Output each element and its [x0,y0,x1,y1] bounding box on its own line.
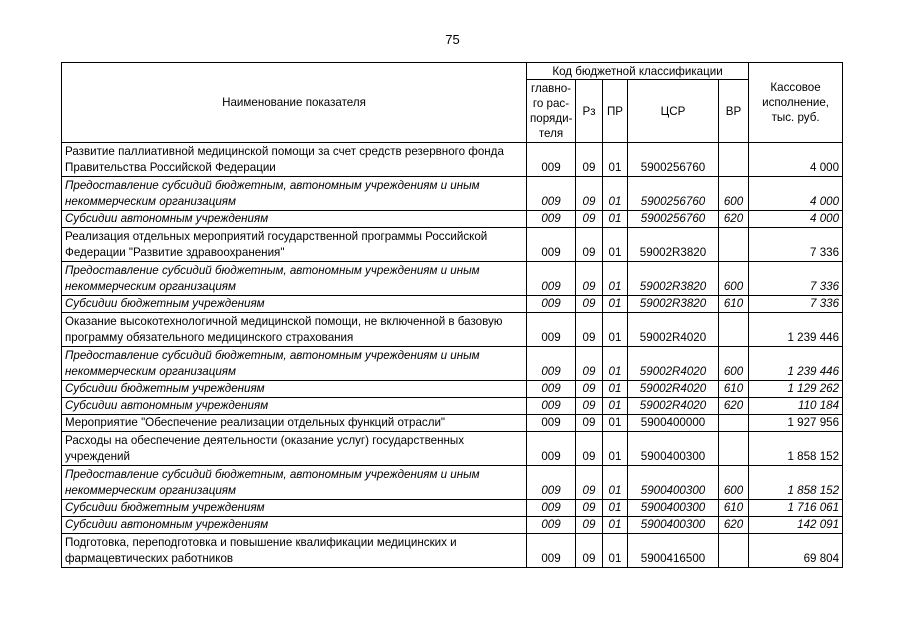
table-row [62,262,843,296]
cell-rz: 09 [576,143,603,177]
cell-csr: 59002R4020 [628,347,719,381]
cell-vr: 620 [719,398,749,415]
cell-pr: 01 [603,211,628,228]
header-grbs-line: главно- [530,82,572,95]
cell-csr: 5900400300 [628,517,719,534]
cell-sum: 1 716 061 [749,500,843,517]
cell-csr: 5900400300 [628,500,719,517]
cell-sum: 1 239 446 [749,347,843,381]
cell-grbs: 009 [527,211,576,228]
cell-vr: 600 [719,177,749,211]
cell-grbs: 009 [527,347,576,381]
header-grbs-line: го рас- [532,97,570,110]
header-name: Наименование показателя [62,63,527,143]
table-body [62,143,843,568]
table-row [62,143,843,177]
cell-csr: 59002R4020 [628,398,719,415]
cell-rz: 09 [576,347,603,381]
header-rz: Рз [576,80,603,143]
header-sum-line: Кассовое [770,81,821,94]
cell-rz: 09 [576,313,603,347]
cell-grbs: 009 [527,534,576,568]
table-row [62,313,843,347]
table-row [62,432,843,466]
cell-csr: 5900400000 [628,415,719,432]
table-row [62,228,843,262]
header-csr: ЦСР [628,80,719,143]
cell-vr: 610 [719,381,749,398]
header-sum [749,63,843,143]
cell-rz: 09 [576,228,603,262]
cell-rz: 09 [576,262,603,296]
cell-csr: 5900256760 [628,177,719,211]
cell-sum: 1 239 446 [749,313,843,347]
cell-vr [719,313,749,347]
cell-grbs: 009 [527,262,576,296]
cell-csr: 59002R4020 [628,313,719,347]
cell-vr: 620 [719,517,749,534]
cell-grbs: 009 [527,398,576,415]
cell-sum: 1 927 956 [749,415,843,432]
header-grbs-line: теля [538,127,564,140]
table-row [62,500,843,517]
cell-pr: 01 [603,534,628,568]
cell-pr: 01 [603,432,628,466]
cell-name: Предоставление субсидий бюджетным, автономным учреждениям и иным некоммерческим организациям [62,262,527,296]
cell-pr: 01 [603,466,628,500]
cell-grbs: 009 [527,313,576,347]
header-sum-line: тыс. руб. [771,111,820,124]
cell-vr [719,415,749,432]
cell-csr: 59002R4020 [628,381,719,398]
cell-name: Подготовка, переподготовка и повышение квалификации медицинских и фармацевтических работников [62,534,527,568]
cell-rz: 09 [576,296,603,313]
cell-rz: 09 [576,534,603,568]
cell-vr: 610 [719,500,749,517]
cell-grbs: 009 [527,466,576,500]
cell-sum: 1 858 152 [749,466,843,500]
cell-csr: 5900400300 [628,432,719,466]
cell-name: Субсидии автономным учреждениям [62,517,527,534]
cell-pr: 01 [603,347,628,381]
cell-sum: 7 336 [749,262,843,296]
cell-name: Оказание высокотехнологичной медицинской помощи, не включенной в базовую программу обязательного медицинского страхования [62,313,527,347]
page-number: 75 [445,32,460,47]
table-row [62,466,843,500]
header-kbk-group: Код бюджетной классификации [527,63,749,80]
cell-name: Расходы на обеспечение деятельности (оказание услуг) государственных учреждений [62,432,527,466]
table-row [62,534,843,568]
cell-rz: 09 [576,177,603,211]
table-row [62,517,843,534]
header-grbs-line: поряди- [530,112,573,125]
table-row [62,211,843,228]
cell-pr: 01 [603,517,628,534]
cell-pr: 01 [603,313,628,347]
cell-csr: 59002R3820 [628,262,719,296]
cell-name: Субсидии бюджетным учреждениям [62,296,527,313]
cell-rz: 09 [576,517,603,534]
cell-name: Субсидии бюджетным учреждениям [62,381,527,398]
cell-csr: 5900256760 [628,211,719,228]
cell-pr: 01 [603,500,628,517]
cell-sum: 4 000 [749,211,843,228]
cell-pr: 01 [603,381,628,398]
cell-grbs: 009 [527,517,576,534]
cell-rz: 09 [576,500,603,517]
header-grbs [527,80,576,143]
cell-vr [719,432,749,466]
cell-csr: 59002R3820 [628,228,719,262]
cell-vr: 620 [719,211,749,228]
cell-rz: 09 [576,466,603,500]
cell-csr: 59002R3820 [628,296,719,313]
cell-grbs: 009 [527,143,576,177]
cell-csr: 5900416500 [628,534,719,568]
cell-vr [719,228,749,262]
table-row [62,296,843,313]
cell-vr: 600 [719,466,749,500]
cell-sum: 4 000 [749,177,843,211]
table-row [62,347,843,381]
cell-csr: 5900400300 [628,466,719,500]
cell-pr: 01 [603,262,628,296]
cell-sum: 110 184 [749,398,843,415]
cell-rz: 09 [576,398,603,415]
cell-grbs: 009 [527,177,576,211]
cell-grbs: 009 [527,296,576,313]
cell-sum: 7 336 [749,228,843,262]
cell-rz: 09 [576,211,603,228]
header-vr: ВР [719,80,749,143]
cell-name: Предоставление субсидий бюджетным, автономным учреждениям и иным некоммерческим организациям [62,177,527,211]
cell-sum: 142 091 [749,517,843,534]
cell-name: Предоставление субсидий бюджетным, автономным учреждениям и иным некоммерческим организациям [62,347,527,381]
cell-rz: 09 [576,415,603,432]
cell-grbs: 009 [527,381,576,398]
cell-name: Реализация отдельных мероприятий государственной программы Российской Федерации "Развитие здравоохранения" [62,228,527,262]
cell-pr: 01 [603,398,628,415]
cell-sum: 1 858 152 [749,432,843,466]
cell-name: Субсидии бюджетным учреждениям [62,500,527,517]
cell-vr: 610 [719,296,749,313]
cell-name: Развитие паллиативной медицинской помощи за счет средств резервного фонда Правительства Российской Федерации [62,143,527,177]
cell-name: Мероприятие "Обеспечение реализации отдельных функций отрасли" [62,415,527,432]
cell-rz: 09 [576,432,603,466]
cell-vr [719,143,749,177]
cell-pr: 01 [603,228,628,262]
cell-pr: 01 [603,415,628,432]
cell-vr: 600 [719,262,749,296]
header-pr: ПР [603,80,628,143]
cell-sum: 69 804 [749,534,843,568]
cell-grbs: 009 [527,228,576,262]
cell-grbs: 009 [527,432,576,466]
cell-name: Предоставление субсидий бюджетным, автономным учреждениям и иным некоммерческим организациям [62,466,527,500]
cell-csr: 5900256760 [628,143,719,177]
table-row [62,398,843,415]
cell-sum: 4 000 [749,143,843,177]
cell-pr: 01 [603,143,628,177]
table-row [62,177,843,211]
cell-vr: 600 [719,347,749,381]
budget-table [61,62,843,568]
cell-name: Субсидии автономным учреждениям [62,398,527,415]
table-row [62,415,843,432]
cell-sum: 1 129 262 [749,381,843,398]
cell-grbs: 009 [527,415,576,432]
cell-pr: 01 [603,296,628,313]
cell-name: Субсидии автономным учреждениям [62,211,527,228]
header-sum-line: исполнение, [762,96,830,109]
cell-grbs: 009 [527,500,576,517]
cell-rz: 09 [576,381,603,398]
cell-sum: 7 336 [749,296,843,313]
cell-pr: 01 [603,177,628,211]
cell-vr [719,534,749,568]
table-row [62,381,843,398]
